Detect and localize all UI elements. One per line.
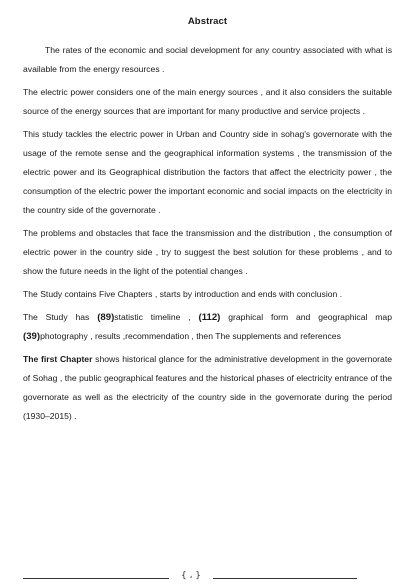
paragraph-6 — [23, 308, 392, 346]
footer-rule-left — [23, 578, 169, 579]
first-chapter-lead: The first Chapter — [23, 354, 93, 364]
paragraph-2: The electric power considers one of the main energy sources , and it also considers the suitable source of the energy sources that are important for many productive and service projects . — [23, 87, 392, 116]
graphical-form-count: (112) — [198, 312, 221, 323]
paragraph-3: This study tackles the electric power in Urban and Country side in sohag's governorate with the usage of the remote sense and the geographical information systems , the transmission of the electric power and its Geographical distribution the factors that affect the electricity power , the consumption of the electric power the important economic and social impacts on the electricity in the country side of the governorate . — [23, 129, 392, 215]
period-range: (1930–2015) — [23, 411, 72, 421]
paragraph-6-text-1: The Study has — [23, 312, 98, 322]
footer-rule-right — [213, 578, 357, 579]
page-number: { ، } — [180, 571, 202, 581]
paragraph-5: The Study contains Five Chapters , starts by introduction and ends with conclusion . — [23, 289, 343, 299]
photography-count: (39) — [23, 331, 41, 342]
statistic-count: (89) — [97, 312, 115, 323]
paragraph-7-end: . — [71, 411, 77, 421]
paragraph-6-text-4: photography , results ,recommendation , then The supplements and references — [40, 331, 341, 341]
abstract-title: Abstract — [187, 16, 228, 27]
paragraph-4: The problems and obstacles that face the transmission and the distribution , the consumption of electric power in the country side , try to suggest the best solution for these problems , and to show the future needs in the light of the potential changes . — [23, 228, 392, 276]
paragraph-1: The rates of the economic and social development for any country associated with what is available from the energy resources . — [23, 45, 392, 74]
page-footer — [23, 573, 357, 583]
paragraph-7-text: shows historical glance for the administrative development in the governorate of Sohag , the public geographical features and the historical phases of electricity entrance of the governorate as well as the electricity of the country side in the governorate during the period — [23, 354, 392, 402]
paragraph-6-text-2: statistic timeline , — [114, 312, 199, 322]
paragraph-7 — [23, 350, 392, 426]
paragraph-6-text-3: graphical form and geographical map — [220, 312, 392, 322]
